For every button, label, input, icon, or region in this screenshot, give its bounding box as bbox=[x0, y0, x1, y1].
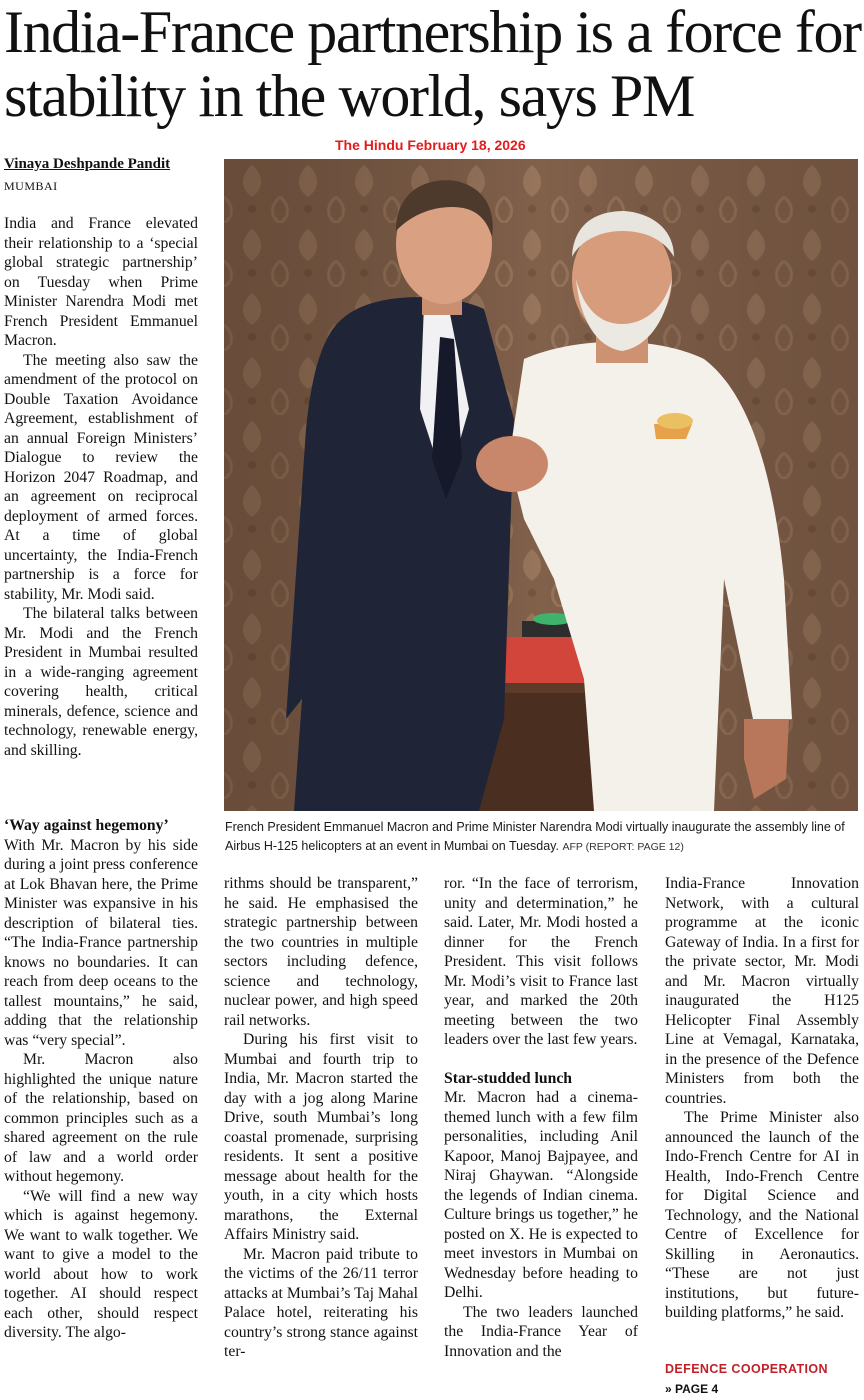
paragraph-gap bbox=[444, 1050, 638, 1069]
paragraph: The meeting also saw the amendment of the protocol on Double Taxation Avoidance Agreement, establishment of an annual Foreign Ministers’ Dialogue to review the Horizon 2047 Roadmap, and an agreement on reciprocal deployment of armed forces. At a time of global uncertainty, the India-French partnership is a force for stability, Mr. Modi said. bbox=[4, 351, 198, 603]
column-2 bbox=[224, 874, 418, 1362]
paragraph: With Mr. Macron by his side during a joint press conference at Lok Bhavan here, the Prime Minister was expansive in his description of bilateral ties. “The India-France partnership knows no boundaries. It can reach from deep oceans to the tallest mountains,” he said, adding that the relationship was “very special”. bbox=[4, 836, 198, 1049]
paragraph: India-France Innovation Network, with a cultural programme at the iconic Gateway of India. In a first for the private sector, Mr. Modi and Mr. Macron virtually inaugurated the H125 Helicopter Final Assembly Line at Vemagal, Karnataka, in the presence of the Defence Ministers from both the countries. bbox=[665, 875, 859, 1107]
column-3 bbox=[444, 874, 638, 1361]
column-4 bbox=[665, 874, 859, 1323]
paragraph: During his first visit to Mumbai and fourth trip to India, Mr. Macron started the day with a jog along Marine Drive, south Mumbai’s long coastal promenade, surprising residents. It sent a positive message about health for the youth, in a city which hosts marathons, the External Affairs Ministry said. bbox=[224, 1031, 418, 1243]
headline: India-France partnership is a force for stability in the world, says PM bbox=[4, 0, 861, 129]
paragraph: Mr. Macron paid tribute to the victims of the 26/11 terror attacks at Mumbai’s Taj Mahal Palace hotel, reiterating his country’s strong stance against ter- bbox=[224, 1245, 418, 1360]
paragraph: “We will find a new way which is against hegemony. We want to walk together. We want to give a model to the world about how to work together. AI should respect each other, should respect diversity. The algo- bbox=[4, 1187, 198, 1341]
related-section-label[interactable]: DEFENCE COOPERATION bbox=[665, 1362, 828, 1376]
paragraph: India and France elevated their relationship to a ‘special global strategic partnership’ on Tuesday when Prime Minister Narendra Modi met French President Emmanuel Macron. bbox=[4, 215, 198, 349]
paragraph: The two leaders launched the India-France Year of Innovation and the bbox=[444, 1303, 638, 1360]
photo-caption bbox=[225, 818, 857, 857]
paragraph: ror. “In the face of terrorism, unity and determination,” he said. Later, Mr. Modi hosted a dinner for the French President. This visit follows Mr. Modi’s visit to France last year, and marked the 20th meeting between the two leaders over the last few years. bbox=[444, 875, 638, 1048]
column-1-top bbox=[4, 214, 198, 760]
paragraph: Mr. Macron also highlighted the unique nature of the relationship, based on common principles such as a shared agreement on the rule of law and a world order without hegemony. bbox=[4, 1051, 198, 1185]
subheading: ‘Way against hegemony’ bbox=[4, 817, 169, 834]
subheading: Star-studded lunch bbox=[444, 1069, 573, 1087]
byline[interactable]: Vinaya Deshpande Pandit bbox=[4, 156, 171, 172]
column-1-bottom bbox=[4, 816, 198, 1343]
news-photo bbox=[224, 159, 858, 811]
page-jump-link[interactable]: » PAGE 4 bbox=[665, 1382, 719, 1396]
dateline-location: MUMBAI bbox=[4, 179, 58, 193]
paragraph: The bilateral talks between Mr. Modi and the French President in Mumbai resulted in a wide-ranging agreement covering health, critical minerals, defence, science and technology, renewable energy, and skilling. bbox=[4, 605, 198, 759]
paragraph: The Prime Minister also announced the launch of the Indo-French Centre for AI in Health, Indo-French Centre for Digital Science and Technology, and the National Centre of Excellence for Skilling in Aeronautics. “These are not just institutions, but future-building platforms,” he said. bbox=[665, 1109, 859, 1321]
caption-text: French President Emmanuel Macron and Prime Minister Narendra Modi virtually inaugurate the assembly line of Airbus H-125 helicopters at an event in Mumbai on Tuesday. bbox=[225, 820, 845, 853]
paragraph: Mr. Macron had a cinema-themed lunch with a few film personalities, including Anil Kapoor, Manoj Bajpayee, and Niraj Ghaywan. “Alongside the legends of Indian cinema. Culture brings us together,” he posted on X. He is expected to meet investors in Mumbai on Wednesday before heading to Delhi. bbox=[444, 1089, 638, 1301]
photo-credit: AFP (REPORT: PAGE 12) bbox=[562, 841, 684, 853]
source-date-line: The Hindu February 18, 2026 bbox=[335, 137, 526, 153]
paragraph: rithms should be transparent,” he said. He emphasised the strategic partnership between the two countries in multiple sectors including defence, science and technology, nuclear power, and high speed rail networks. bbox=[224, 875, 418, 1029]
photo-illustration bbox=[224, 159, 858, 811]
